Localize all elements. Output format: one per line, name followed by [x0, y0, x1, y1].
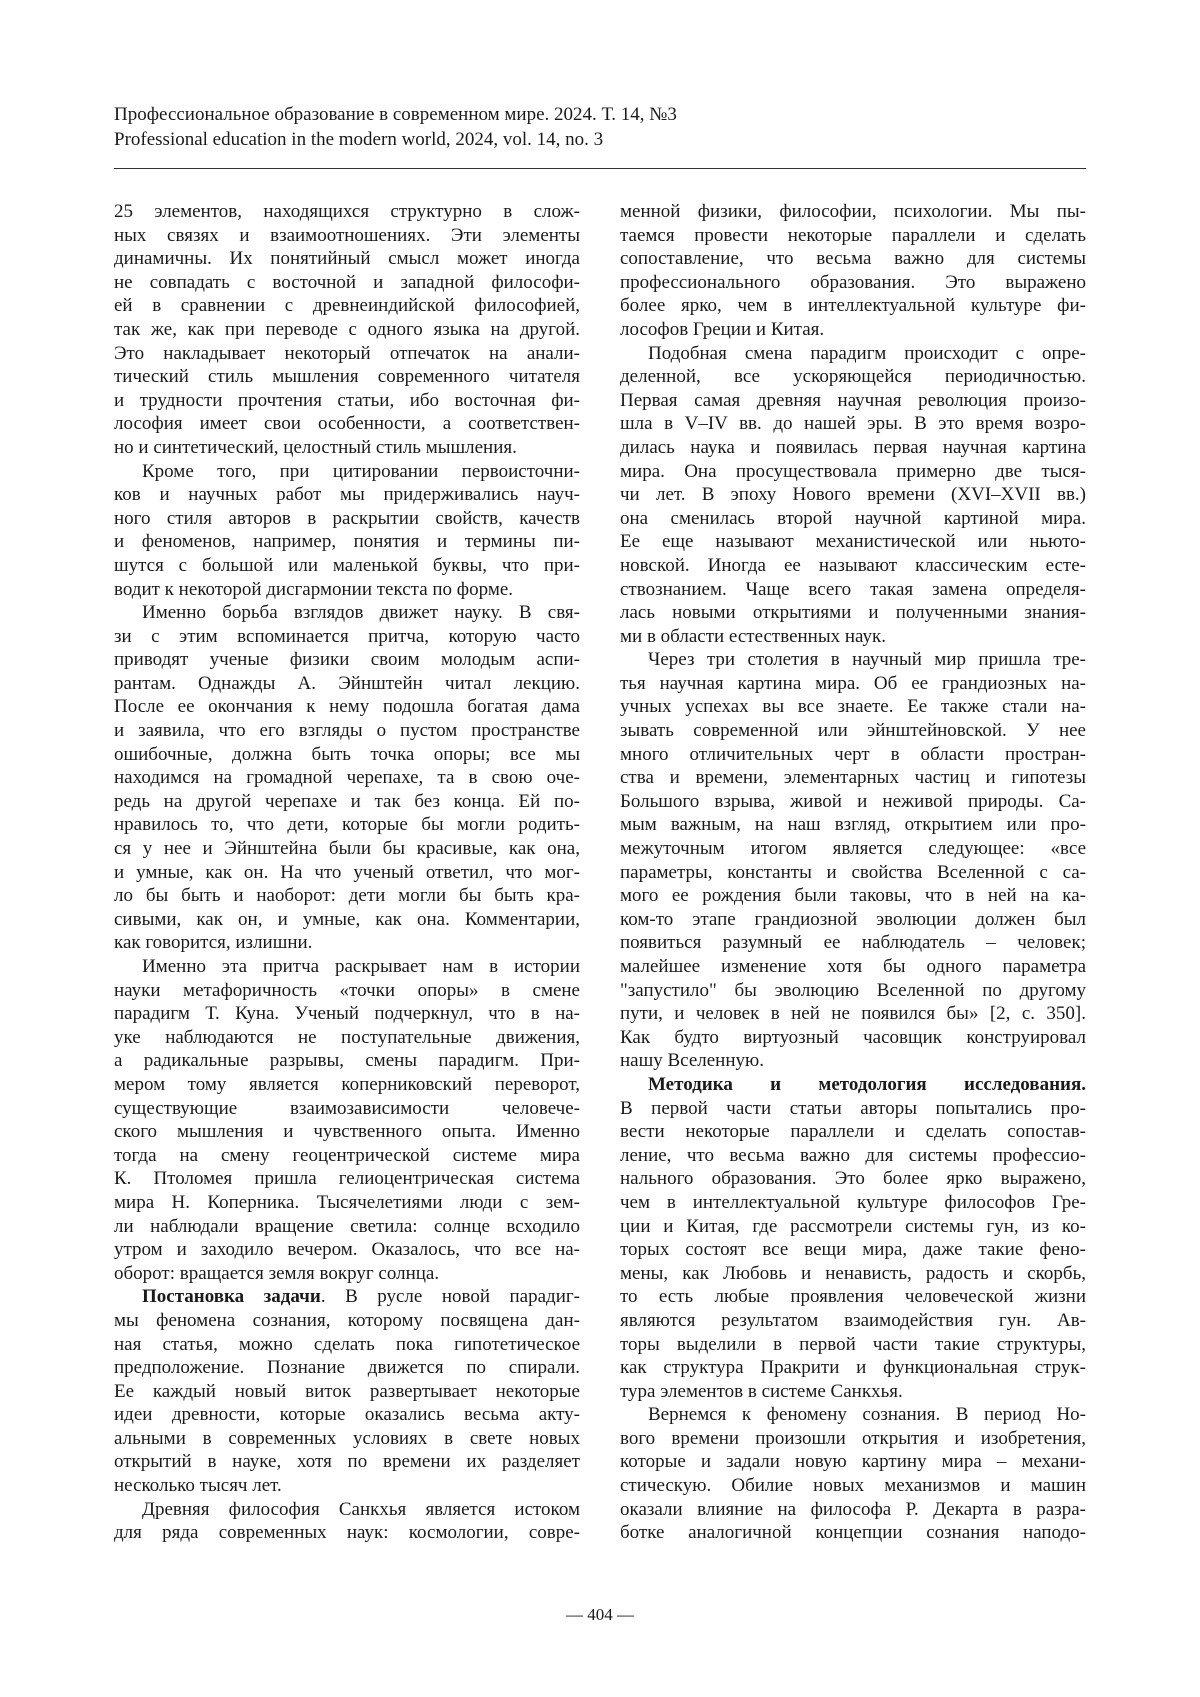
text-line: ства и времени, элементарных частиц и гипотезы	[620, 766, 1086, 790]
text-line: К. Птоломея пришла гелиоцентрическая система	[114, 1167, 580, 1191]
journal-title-en: Professional education in the modern world, 2024, vol. 14, no. 3	[114, 128, 603, 152]
paragraph	[620, 200, 1086, 342]
text-line: ного стиля авторов в раскрытии свойств, качеств	[114, 507, 580, 531]
text-line: После ее окончания к нему подошла богатая дама	[114, 695, 580, 719]
text-line: 25 элементов, находящихся структурно в слож-	[114, 200, 580, 224]
paragraph	[114, 955, 580, 1285]
text-line: не совпадать с восточной и западной философи-	[114, 271, 580, 295]
text-line: Как будто виртуозный часовщик конструировал	[620, 1026, 1086, 1050]
text-line: и феноменов, например, понятия и термины пи-	[114, 530, 580, 554]
left-column	[114, 200, 580, 1545]
text-line: появиться разумный ее наблюдатель – человек;	[620, 931, 1086, 955]
text-line: существующие взаимозависимости человече-	[114, 1097, 580, 1121]
paragraph	[620, 342, 1086, 649]
text-line: профессионального образования. Это выражено	[620, 271, 1086, 295]
text-line: ского мышления и чувственного опыта. Именно	[114, 1120, 580, 1144]
text-line: пути, и человек в ней не появился бы» [2, с. 350].	[620, 1002, 1086, 1026]
text-line: В первой части статьи авторы попытались про-	[620, 1097, 1086, 1121]
text-line: ли наблюдали вращение светила: солнце всходило	[114, 1215, 580, 1239]
paragraph	[114, 1498, 580, 1545]
text-line: вого времени произошли открытия и изобретения,	[620, 1427, 1086, 1451]
text-line: редь на другой черепахе и так без конца. Ей по-	[114, 790, 580, 814]
text-line: шла в V–IV вв. до нашей эры. В это время возро-	[620, 412, 1086, 436]
text-line: ботке аналогичной концепции сознания наподо-	[620, 1521, 1086, 1545]
text-line: ошибочные, должна быть точка опоры; все мы	[114, 743, 580, 767]
text-line: сивыми, как он, и умные, как она. Комментарии,	[114, 908, 580, 932]
text-line: тья научная картина мира. Об ее грандиозных на-	[620, 672, 1086, 696]
text-line: оказали влияние на философа Р. Декарта в разра-	[620, 1498, 1086, 1522]
text-line: утром и заходило вечером. Оказалось, что все на-	[114, 1238, 580, 1262]
text-line: зи с этим вспоминается притча, которую часто	[114, 625, 580, 649]
text-line: как структура Пракрити и функциональная струк-	[620, 1356, 1086, 1380]
text-line: Ее каждый новый виток развертывает некоторые	[114, 1380, 580, 1404]
text-fragment: . В русле новой парадиг-	[321, 1286, 580, 1307]
text-line: предположение. Познание движется по спирали.	[114, 1356, 580, 1380]
text-line: ствознанием. Чаще всего такая замена определя-	[620, 578, 1086, 602]
text-line: идеи древности, которые оказались весьма акту-	[114, 1403, 580, 1427]
text-line: оборот: вращается земля вокруг солнца.	[114, 1262, 580, 1286]
text-line: Именно борьба взглядов движет науку. В свя-	[114, 601, 580, 625]
text-line: альными в современных условиях в свете новых	[114, 1427, 580, 1451]
text-line: межуточным итогом является следующее: «все	[620, 837, 1086, 861]
text-line: приводят ученые физики своим молодым аспи-	[114, 648, 580, 672]
journal-title-ru: Профессиональное образование в современном мире. 2024. Т. 14, №3	[114, 103, 677, 127]
text-line: ление, что весьма важно для системы профессио-	[620, 1144, 1086, 1168]
text-line: парадигм Т. Куна. Ученый подчеркнул, что в на-	[114, 1002, 580, 1026]
text-line: дилась наука и появилась первая научная картина	[620, 436, 1086, 460]
text-line: находимся на громадной черепахе, та в свою оче-	[114, 766, 580, 790]
paragraph	[114, 1285, 580, 1497]
text-line: стическую. Обилие новых механизмов и машин	[620, 1474, 1086, 1498]
text-line: "запустило" бы эволюцию Вселенной по другому	[620, 979, 1086, 1003]
text-line: ся у нее и Эйнштейна были бы красивые, как она,	[114, 837, 580, 861]
text-line: и трудности прочтения статьи, ибо восточная фи-	[114, 389, 580, 413]
text-line: то есть любые проявления человеческой жизни	[620, 1285, 1086, 1309]
text-line: таемся провести некоторые параллели и сделать	[620, 224, 1086, 248]
text-line: мого ее рождения были таковы, что в ней на ка-	[620, 884, 1086, 908]
text-line: Это накладывает некоторый отпечаток на анали-	[114, 342, 580, 366]
text-line: мены, как Любовь и ненависть, радость и скорбь,	[620, 1262, 1086, 1286]
section-heading: Постановка задачи	[142, 1286, 321, 1307]
text-line: менной физики, философии, психологии. Мы пы-	[620, 200, 1086, 224]
text-line: а радикальные разрывы, смены парадигм. При-	[114, 1049, 580, 1073]
text-line: учных успехах вы все знаете. Ее также стали на-	[620, 695, 1086, 719]
text-line: мым важным, на наш взгляд, открытием или про-	[620, 813, 1086, 837]
text-line: торы выделили в первой части такие структуры,	[620, 1333, 1086, 1357]
text-line: лософов Греции и Китая.	[620, 318, 1086, 342]
text-line: мира. Она просуществовала примерно две тыся-	[620, 460, 1086, 484]
paragraph	[620, 648, 1086, 1073]
text-line: так же, как при переводе с одного языка на другой.	[114, 318, 580, 342]
text-line: несколько тысяч лет.	[114, 1474, 580, 1498]
text-line: но и синтетический, целостный стиль мышления.	[114, 436, 580, 460]
text-line: Кроме того, при цитировании первоисточни-	[114, 460, 580, 484]
text-line: Большого взрыва, живой и неживой природы. Са-	[620, 790, 1086, 814]
text-line: вести некоторые параллели и сделать сопостав-	[620, 1120, 1086, 1144]
paragraph	[114, 200, 580, 460]
right-column	[620, 200, 1086, 1545]
text-line: Первая самая древняя научная революция произо-	[620, 389, 1086, 413]
text-line: торых состоят все вещи мира, даже такие фено-	[620, 1238, 1086, 1262]
text-line: мы феномена сознания, которому посвящена дан-	[114, 1309, 580, 1333]
text-line: водит к некоторой дисгармонии текста по форме.	[114, 578, 580, 602]
text-line: динамичны. Их понятийный смысл может иногда	[114, 247, 580, 271]
text-line: Подобная смена парадигм происходит с опре-	[620, 342, 1086, 366]
text-line: зывать современной или эйнштейновской. У нее	[620, 719, 1086, 743]
text-line: ная статья, можно сделать пока гипотетическое	[114, 1333, 580, 1357]
text-line: для ряда современных наук: космологии, совре-	[114, 1521, 580, 1545]
text-line: которые и задали новую картину мира – механи-	[620, 1450, 1086, 1474]
paragraph	[114, 460, 580, 602]
page-number: — 404 —	[0, 1603, 1200, 1627]
text-line: тура элементов в системе Санкхья.	[620, 1380, 1086, 1404]
paragraph	[620, 1403, 1086, 1545]
text-line: тогда на смену геоцентрической системе мира	[114, 1144, 580, 1168]
text-line: Древняя философия Санкхья является истоком	[114, 1498, 580, 1522]
text-line: мером тому является коперниковский переворот,	[114, 1073, 580, 1097]
text-line: нравилось то, что дети, которые бы могли родить-	[114, 813, 580, 837]
section-heading: Методика и методология исследования.	[648, 1074, 1086, 1095]
text-line: науки метафоричность «точки опоры» в смене	[114, 979, 580, 1003]
text-line: она сменилась второй научной картиной мира.	[620, 507, 1086, 531]
text-line: ком-то этапе грандиозной эволюции должен был	[620, 908, 1086, 932]
text-line: открытий в науке, хотя по времени их разделяет	[114, 1450, 580, 1474]
text-line: параметры, константы и свойства Вселенной с са-	[620, 861, 1086, 885]
text-line	[114, 1285, 580, 1309]
text-line: и заявила, что его взгляды о пустом пространстве	[114, 719, 580, 743]
text-line: ми в области естественных наук.	[620, 625, 1086, 649]
text-line: чем в интеллектуальной культуре философов Гре-	[620, 1191, 1086, 1215]
text-line: как говорится, излишни.	[114, 931, 580, 955]
paragraph	[620, 1073, 1086, 1403]
text-line: являются результатом взаимодействия гун. Ав-	[620, 1309, 1086, 1333]
text-line: Ее еще называют механистической или ньюто-	[620, 530, 1086, 554]
text-line: Через три столетия в научный мир пришла тре-	[620, 648, 1086, 672]
text-line: Вернемся к феномену сознания. В период Но-	[620, 1403, 1086, 1427]
text-line: ных связях и взаимоотношениях. Эти элементы	[114, 224, 580, 248]
text-line: мира Н. Коперника. Тысячелетиями люди с зем-	[114, 1191, 580, 1215]
text-line: уке наблюдаются не поступательные движения,	[114, 1026, 580, 1050]
text-line: много отличительных черт в области простран-	[620, 743, 1086, 767]
text-line: малейшее изменение хотя бы одного параметра	[620, 955, 1086, 979]
text-line: ков и научных работ мы придерживались науч-	[114, 483, 580, 507]
text-line: тический стиль мышления современного читателя	[114, 365, 580, 389]
text-line: нального образования. Это более ярко выражено,	[620, 1167, 1086, 1191]
text-line: Именно эта притча раскрывает нам в истории	[114, 955, 580, 979]
text-line: ло бы быть и наоборот: дети могли бы быть кра-	[114, 884, 580, 908]
text-line: сопоставление, что весьма важно для системы	[620, 247, 1086, 271]
text-line: ей в сравнении с древнеиндийской философией,	[114, 294, 580, 318]
paragraph	[114, 601, 580, 955]
text-line: лась новыми открытиями и полученными знания-	[620, 601, 1086, 625]
text-line: более ярко, чем в интеллектуальной культуре фи-	[620, 294, 1086, 318]
text-line: деленной, все ускоряющейся периодичностью.	[620, 365, 1086, 389]
text-line: чи лет. В эпоху Нового времени (XVI–XVII вв.)	[620, 483, 1086, 507]
text-line: ции и Китая, где рассмотрели системы гун, из ко-	[620, 1215, 1086, 1239]
text-line: шутся с большой или маленькой буквы, что при-	[114, 554, 580, 578]
text-line: лософия имеет свои особенности, а соответствен-	[114, 412, 580, 436]
text-line: рантам. Однажды А. Эйнштейн читал лекцию.	[114, 672, 580, 696]
text-line: нашу Вселенную.	[620, 1049, 1086, 1073]
text-line: и умные, как он. На что ученый ответил, что мог-	[114, 861, 580, 885]
header-divider	[114, 168, 1086, 169]
text-line: новской. Иногда ее называют классическим есте-	[620, 554, 1086, 578]
text-line	[620, 1073, 1086, 1097]
